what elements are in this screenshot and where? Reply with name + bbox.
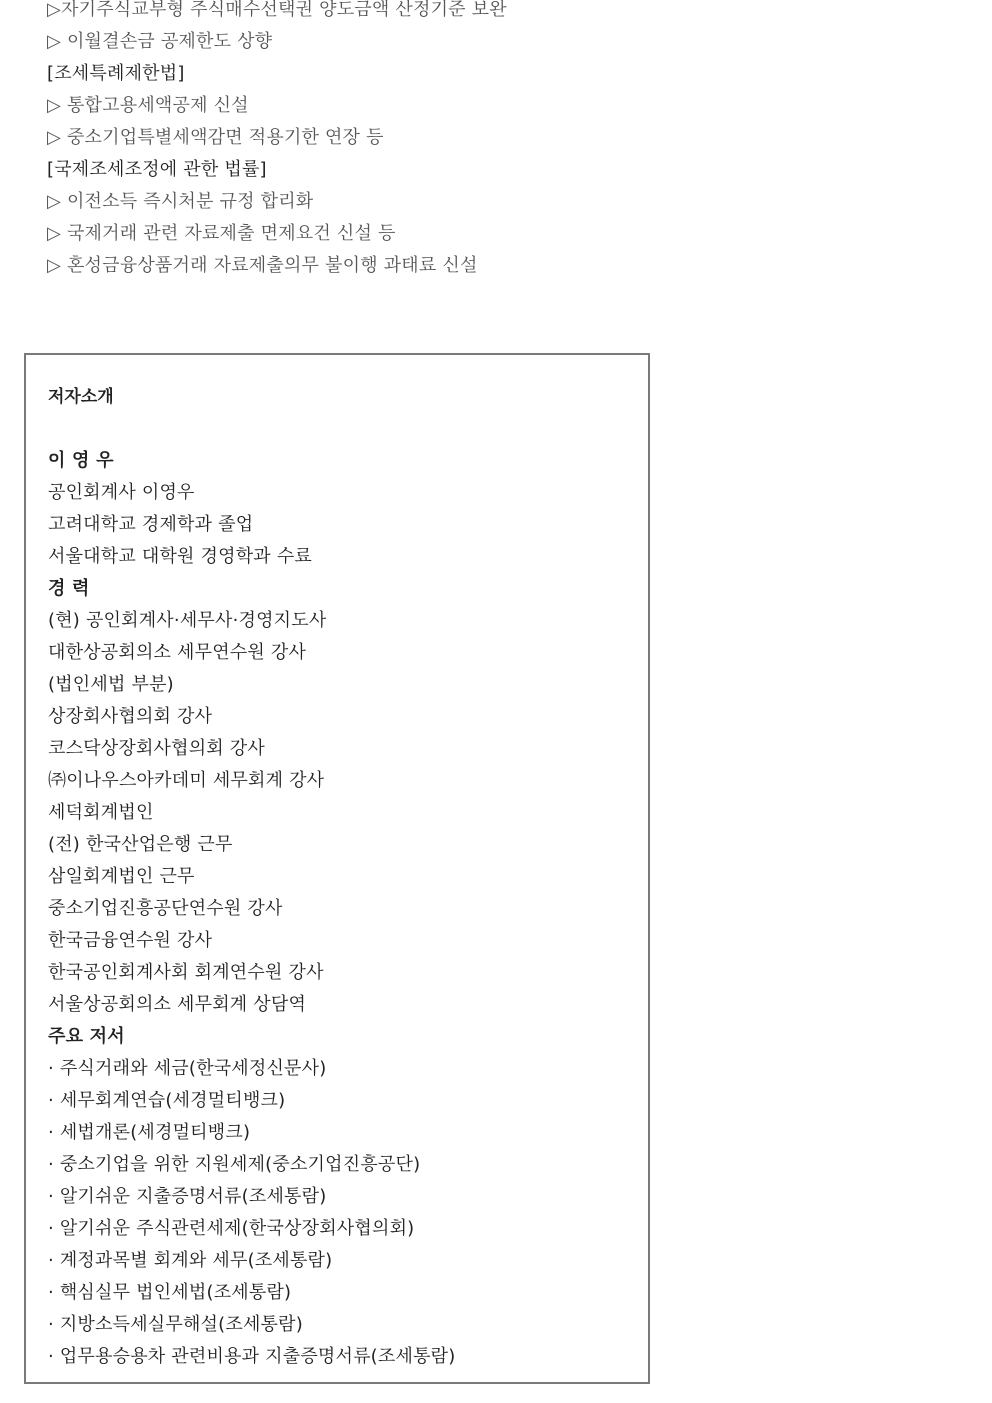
section-heading: [국제조세조정에 관한 법률] [47, 159, 267, 180]
career-heading: 경 력 [48, 578, 90, 599]
career-item: 한국금융연수원 강사 [48, 930, 213, 951]
intro-line: 공인회계사 이영우 [48, 482, 195, 503]
books-heading: 주요 저서 [48, 1026, 125, 1047]
book-item: · 주식거래와 세금(한국세정신문사) [48, 1058, 327, 1079]
book-item: · 계정과목별 회계와 세무(조세통람) [48, 1250, 333, 1271]
list-item: ▷ 이월결손금 공제한도 상향 [47, 31, 273, 52]
career-item: 서울상공회의소 세무회계 상담역 [48, 994, 307, 1015]
book-item: · 알기쉬운 주식관련세제(한국상장회사협의회) [48, 1218, 415, 1239]
book-item: · 핵심실무 법인세법(조세통람) [48, 1282, 292, 1303]
spacer [48, 413, 455, 445]
career-item: 코스닥상장회사협의회 강사 [48, 738, 265, 759]
career-item: 한국공인회계사회 회계연수원 강사 [48, 962, 324, 983]
book-item: · 세무회계연습(세경멀티뱅크) [48, 1090, 286, 1111]
author-intro-content [48, 381, 455, 1373]
book-item: · 지방소득세실무해설(조세통람) [48, 1314, 303, 1335]
career-item: 상장회사협의회 강사 [48, 706, 213, 727]
career-item: 대한상공회의소 세무연수원 강사 [48, 642, 307, 663]
career-item: 중소기업진흥공단연수원 강사 [48, 898, 283, 919]
author-intro-title: 저자소개 [48, 387, 114, 407]
list-item: ▷ 국제거래 관련 자료제출 면제요건 신설 등 [47, 223, 396, 244]
career-item: 삼일회계법인 근무 [48, 866, 195, 887]
list-item: ▷ 혼성금융상품거래 자료제출의무 불이행 과태료 신설 [47, 255, 478, 276]
list-item: ▷ 통합고용세액공제 신설 [47, 95, 249, 116]
section-heading: [조세특례제한법] [47, 63, 185, 84]
career-item: (전) 한국산업은행 근무 [48, 834, 233, 855]
intro-line: 서울대학교 대학원 경영학과 수료 [48, 546, 312, 567]
book-item: · 업무용승용차 관련비용과 지출증명서류(조세통람) [48, 1346, 456, 1367]
career-item: ㈜이나우스아카데미 세무회계 강사 [48, 770, 325, 791]
author-intro-box [24, 353, 650, 1384]
list-item: ▷ 중소기업특별세액감면 적용기한 연장 등 [47, 127, 384, 148]
career-item: 세덕회계법인 [48, 802, 154, 823]
career-item: (현) 공인회계사·세무사·경영지도사 [48, 610, 327, 631]
list-item: ▷자기주식교부형 주식매수선택권 양도금액 산정기준 보완 [47, 0, 507, 20]
intro-line: 고려대학교 경제학과 졸업 [48, 514, 254, 535]
book-item: · 세법개론(세경멀티뱅크) [48, 1122, 251, 1143]
author-name: 이 영 우 [48, 450, 114, 471]
book-item: · 중소기업을 위한 지원세제(중소기업진흥공단) [48, 1154, 421, 1175]
law-changes-list [47, 0, 647, 282]
book-item: · 알기쉬운 지출증명서류(조세통람) [48, 1186, 327, 1207]
list-item: ▷ 이전소득 즉시처분 규정 합리화 [47, 191, 314, 212]
career-item: (법인세법 부분) [48, 674, 174, 695]
